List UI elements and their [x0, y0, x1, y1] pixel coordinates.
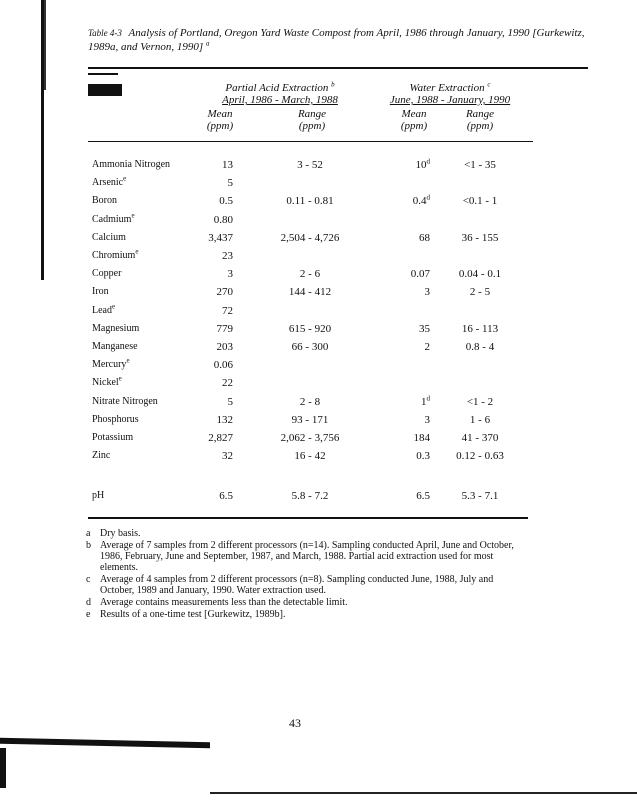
scan-smudge: [0, 748, 6, 788]
cell-mean-water: [380, 268, 430, 280]
cell-range-water: [440, 195, 520, 207]
cell-mean-water: [380, 323, 430, 335]
cell-mean-acid-text: 0.5: [219, 195, 233, 208]
cell-range-water-text: 16 - 113: [461, 322, 499, 335]
cell-mean-acid-text: 0.80: [213, 213, 233, 226]
cell-element-text: Copper: [92, 268, 122, 280]
cell-mean-acid: [195, 396, 233, 408]
footnote-text: Average of 7 samples from 2 different processors (n=14). Sampling conducted April, June and October, 1986, February, June and September, 1987, and March, 1988. Partial acid extraction used for most elements.: [100, 540, 514, 573]
cell-mean-acid-text: 132: [216, 413, 233, 426]
cell-mean-water-text: 35: [419, 322, 430, 335]
cell-mean-acid-text: 22: [222, 377, 233, 390]
table-row: [0, 356, 637, 377]
cell-range-acid: [255, 232, 365, 244]
cell-range-water: [440, 341, 520, 353]
table-row: [0, 195, 637, 213]
cell-mean-acid-text: 23: [222, 250, 233, 262]
cell-mean-acid-text: 2,827: [208, 432, 233, 444]
col-header-range-acid: [282, 108, 342, 132]
cell-mean-acid: [195, 232, 233, 244]
cell-range-water-text: 41 - 370: [461, 432, 499, 444]
cell-mean-water: [380, 414, 430, 426]
cell-mean-acid-text: 779: [216, 322, 233, 335]
cell-mean-water-text: 0.3: [416, 450, 430, 463]
cell-element: [92, 432, 133, 443]
cell-mean-acid: [195, 159, 233, 171]
cell-range-water-text: <1 - 2: [466, 395, 494, 408]
cell-element-text: Mercury: [92, 359, 127, 371]
footnote-mark: e: [135, 247, 139, 256]
cell-range-water: [440, 396, 520, 408]
cell-element: [92, 356, 130, 371]
cell-range-water: [440, 159, 520, 171]
cell-element: [92, 232, 126, 243]
col-header-mean-acid: [200, 108, 240, 132]
footnote-mark: d: [426, 157, 430, 166]
cell-mean-water-text: 3: [424, 286, 430, 299]
col-label: Mean: [401, 108, 427, 120]
footnote-mark: d: [86, 597, 91, 608]
caption-footnote-mark: a: [205, 39, 210, 48]
cell-mean-acid-text: 32: [222, 450, 233, 463]
footnote-mark: c: [487, 80, 491, 89]
table-row: [0, 232, 637, 250]
col-unit: (ppm): [298, 120, 326, 132]
cell-range-acid-text: 615 - 920: [288, 322, 332, 335]
cell-mean-acid-text: 13: [222, 159, 233, 171]
cell-mean-acid: [195, 359, 233, 371]
cell-element: [92, 377, 122, 388]
cell-mean-acid: [195, 414, 233, 426]
cell-mean-acid: [195, 323, 233, 335]
footnote-mark: a: [86, 528, 91, 539]
col-unit: (ppm): [206, 120, 234, 132]
cell-element-text: Arsenic: [92, 177, 124, 189]
footnote-mark: e: [126, 356, 130, 365]
cell-element-text: Nickel: [92, 377, 119, 389]
footnote-mark: e: [112, 302, 116, 311]
cell-mean-water-text: 3: [424, 413, 430, 426]
cell-range-acid: [255, 195, 365, 207]
cell-mean-acid: [195, 305, 233, 317]
cell-range-water-text: 1 - 6: [469, 413, 491, 426]
cell-range-water-text: 0.04 - 0.1: [458, 268, 502, 281]
cell-range-water: [440, 286, 520, 298]
cell-element-text: Chromium: [92, 250, 136, 261]
cell-mean-acid: [195, 195, 233, 207]
cell-range-water: [440, 490, 520, 502]
cell-range-water-text: 5.3 - 7.1: [461, 490, 499, 502]
cell-element: [92, 195, 117, 206]
cell-range-acid: [255, 323, 365, 335]
table-row: [0, 268, 637, 286]
cell-range-acid-text: 2,504 - 4,726: [280, 231, 340, 244]
cell-element-text: Magnesium: [92, 322, 140, 334]
cell-element: [92, 490, 104, 501]
cell-mean-water: [380, 195, 430, 207]
cell-mean-water: [380, 159, 430, 171]
cell-mean-acid: [195, 177, 233, 189]
cell-range-water-text: 2 - 5: [469, 286, 491, 299]
cell-element: [92, 302, 116, 316]
page-number: 43: [289, 716, 301, 730]
cell-element-text: Lead: [92, 304, 112, 316]
footnote-mark: d: [426, 193, 430, 202]
cell-element: [92, 159, 170, 170]
cell-mean-water: [380, 490, 430, 502]
cell-element: [92, 286, 109, 297]
scan-edge-line: [210, 792, 637, 794]
cell-range-acid-text: 66 - 300: [291, 341, 329, 353]
footnote: [86, 609, 526, 620]
table-row: [0, 247, 637, 268]
cell-mean-water-text: 1: [421, 395, 427, 408]
cell-range-acid: [255, 396, 365, 408]
footnote-mark: e: [131, 211, 135, 220]
table-row: [0, 450, 637, 468]
cell-mean-water: [380, 286, 430, 298]
table-label: Table 4-3: [88, 28, 122, 38]
cell-element-text: Cadmium: [92, 213, 132, 225]
footnote-text: Results of a one-time test [Gurkewitz, 1989b].: [100, 609, 286, 620]
cell-element: [92, 268, 121, 279]
cell-range-water: [440, 268, 520, 280]
footnote: [86, 574, 526, 596]
footnote-mark: b: [331, 80, 335, 89]
cell-mean-acid: [195, 377, 233, 389]
cell-element-text: Phosphorus: [92, 413, 139, 425]
group-title: Partial Acid Extraction: [225, 82, 329, 94]
cell-range-water: [440, 414, 520, 426]
cell-mean-water-text: 6.5: [416, 490, 430, 502]
table-row: [0, 341, 637, 359]
cell-range-acid-text: 3 - 52: [297, 159, 323, 171]
cell-range-water: [440, 323, 520, 335]
cell-element-text: Potassium: [92, 432, 134, 443]
cell-range-acid: [255, 341, 365, 353]
cell-element: [92, 211, 135, 225]
cell-range-water: [440, 450, 520, 462]
cell-mean-water: [380, 232, 430, 244]
cell-mean-water: [380, 450, 430, 462]
cell-range-acid: [255, 432, 365, 444]
footnote: [86, 528, 526, 539]
col-header-mean-water: [392, 108, 436, 132]
cell-element-text: Ammonia Nitrogen: [92, 159, 171, 170]
footnote-mark: c: [86, 574, 91, 585]
cell-mean-water-text: 0.4: [412, 195, 427, 208]
scan-smudge: [0, 738, 210, 748]
cell-range-acid: [255, 450, 365, 462]
table-row: [0, 432, 637, 450]
header-rule: [88, 141, 533, 142]
cell-element: [92, 323, 139, 334]
cell-mean-acid-text: 6.5: [219, 490, 233, 502]
cell-mean-water: [380, 432, 430, 444]
cell-range-water-text: 0.8 - 4: [465, 341, 495, 353]
footnote-mark: e: [118, 375, 122, 384]
cell-mean-acid: [195, 286, 233, 298]
cell-mean-water: [380, 393, 430, 408]
cell-range-acid: [255, 490, 365, 502]
table-row: [0, 377, 637, 395]
redacted-header-block: [88, 84, 122, 96]
col-unit: (ppm): [466, 120, 494, 132]
cell-mean-acid: [195, 490, 233, 502]
table-title: Analysis of Portland, Oregon Yard Waste Compost from April, 1986 through January, 1990 [Gurkewitz, 1989a, and Vernon, 1990]: [88, 27, 585, 53]
cell-element: [92, 450, 110, 461]
cell-element-text: Calcium: [92, 231, 126, 243]
footnotes: [86, 528, 526, 621]
cell-mean-acid-text: 3,437: [208, 231, 233, 244]
group-header-acid: [200, 82, 360, 106]
cell-element-text: Nitrate Nitrogen: [92, 395, 158, 407]
cell-element-text: Iron: [92, 286, 109, 298]
cell-element-text: Zinc: [92, 450, 111, 462]
cell-range-acid-text: 144 - 412: [288, 286, 332, 299]
cell-range-water-text: <0.1 - 1: [462, 195, 498, 208]
cell-mean-water-text: 68: [419, 231, 430, 244]
col-label: Mean: [207, 108, 233, 120]
table-bottom-rule: [88, 517, 528, 519]
cell-range-water-text: 0.12 - 0.63: [456, 450, 504, 463]
cell-mean-acid: [195, 214, 233, 226]
cell-mean-water: [380, 341, 430, 353]
cell-mean-acid: [195, 450, 233, 462]
cell-range-acid-text: 0.11 - 0.81: [286, 195, 334, 208]
footnote-mark: e: [123, 174, 127, 183]
table-row: [0, 323, 637, 341]
cell-mean-acid-text: 5: [227, 177, 233, 190]
footnote: [86, 597, 526, 608]
cell-mean-acid: [195, 432, 233, 444]
cell-range-acid: [255, 414, 365, 426]
cell-range-acid-text: 2,062 - 3,756: [280, 432, 340, 444]
footnote: [86, 540, 526, 573]
cell-range-acid: [255, 159, 365, 171]
cell-mean-acid: [195, 341, 233, 353]
footnote-text: Dry basis.: [100, 528, 141, 539]
cell-mean-water-text: 184: [413, 432, 430, 444]
cell-mean-acid-text: 5: [227, 395, 233, 408]
col-header-range-water: [452, 108, 508, 132]
scan-edge-mark: [44, 0, 46, 90]
cell-range-acid: [255, 286, 365, 298]
group-header-water: [370, 82, 530, 106]
cell-element: [92, 396, 158, 407]
footnote-text: Average contains measurements less than the detectable limit.: [100, 597, 348, 608]
cell-mean-water-text: 2: [424, 341, 430, 353]
cell-range-water-text: <1 - 35: [464, 159, 496, 171]
table-caption: [88, 26, 588, 54]
cell-mean-acid-text: 0.06: [213, 359, 233, 372]
cell-element: [92, 247, 139, 261]
table-row: [0, 211, 637, 232]
table-row: [0, 159, 637, 177]
footnote-mark: e: [86, 609, 91, 620]
group-title: Water Extraction: [409, 82, 485, 94]
table-top-rule: [88, 67, 588, 69]
cell-range-acid: [255, 268, 365, 280]
cell-mean-acid: [195, 268, 233, 280]
cell-mean-acid-text: 3: [227, 268, 233, 281]
table-row: [0, 393, 637, 414]
cell-range-acid-text: 5.8 - 7.2: [291, 490, 329, 502]
table-row: [0, 302, 637, 323]
cell-range-water: [440, 232, 520, 244]
table-row: [0, 286, 637, 304]
footnote-text: Average of 4 samples from 2 different processors (n=8). Sampling conducted June, 1988, July and October, 1989 and January, 1990. Water extraction used.: [100, 574, 494, 596]
table-row: [0, 414, 637, 432]
cell-range-water: [440, 432, 520, 444]
col-label: Range: [465, 108, 495, 120]
cell-range-water-text: 36 - 155: [461, 231, 499, 244]
cell-element-text: Manganese: [92, 341, 138, 352]
footnote-mark: d: [426, 393, 430, 402]
group-period: April, 1986 - March, 1988: [222, 94, 338, 106]
cell-mean-acid-text: 270: [216, 286, 233, 299]
cell-element-text: pH: [92, 490, 105, 501]
cell-range-acid-text: 2 - 6: [299, 268, 321, 281]
cell-range-acid-text: 2 - 8: [299, 395, 321, 408]
table-row: [0, 174, 637, 195]
cell-range-acid-text: 93 - 171: [291, 413, 329, 426]
cell-mean-acid: [195, 250, 233, 262]
cell-mean-water-text: 0.07: [410, 268, 430, 281]
cell-range-acid-text: 16 - 42: [294, 450, 326, 463]
footnote-mark: b: [86, 540, 91, 551]
cell-element: [92, 414, 139, 425]
col-label: Range: [297, 108, 327, 120]
cell-mean-water-text: 10: [415, 159, 427, 171]
table-top-rule-short: [88, 73, 118, 75]
cell-element: [92, 174, 127, 189]
cell-element-text: Boron: [92, 195, 117, 207]
cell-mean-acid-text: 203: [216, 341, 233, 353]
col-unit: (ppm): [400, 120, 428, 132]
cell-mean-acid-text: 72: [222, 304, 233, 317]
table-row: [0, 490, 637, 508]
group-period: June, 1988 - January, 1990: [389, 94, 511, 106]
cell-element: [92, 341, 138, 352]
